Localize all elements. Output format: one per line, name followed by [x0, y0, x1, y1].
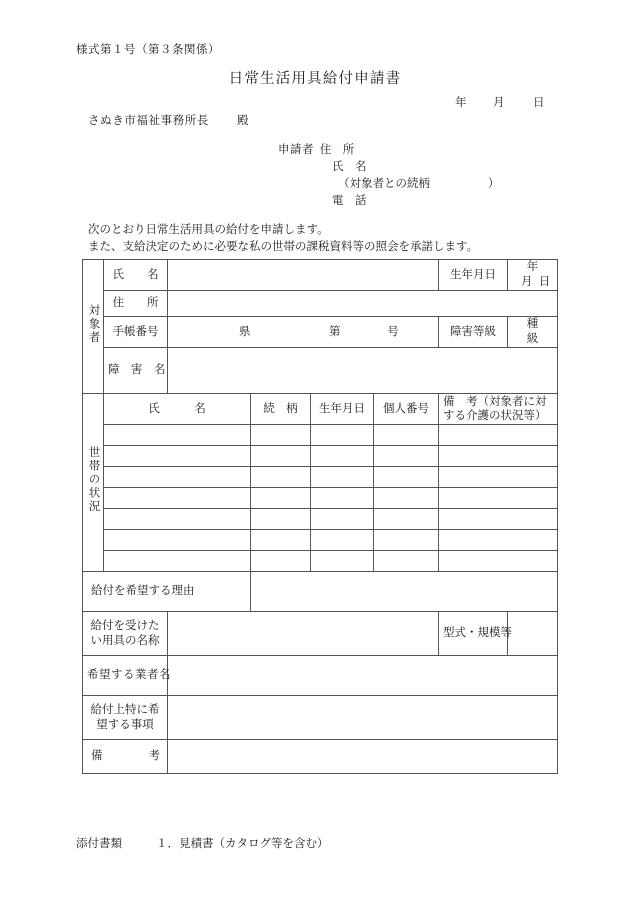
application-table [82, 259, 558, 774]
special-row [83, 696, 558, 740]
household-cell-name[interactable] [104, 446, 251, 467]
household-cell-relation[interactable] [251, 425, 311, 446]
household-cell-remarks[interactable] [439, 467, 558, 488]
addressee [88, 112, 249, 128]
special-value[interactable] [168, 696, 558, 740]
attachment-label: 添付書類 [76, 838, 122, 850]
target-address-row [83, 291, 558, 317]
household-cell-relation[interactable] [251, 509, 311, 530]
household-cell-birth[interactable] [311, 425, 374, 446]
applicant-relation-close: ） [488, 178, 500, 190]
applicant-relation-row [278, 176, 500, 193]
applicant-label: 申請者 [278, 144, 314, 156]
intro-line-2: また、支給決定のために必要な私の世帯の課税資料等の照会を承諾します。 [88, 240, 479, 253]
addressee-name: さぬき市福祉事務所長 [88, 115, 209, 127]
target-name-value[interactable] [168, 260, 439, 291]
applicant-name-label: 氏 名 [332, 161, 367, 173]
target-booklet-label: 手帳番号 [104, 317, 168, 348]
household-cell-relation[interactable] [251, 530, 311, 551]
household-cell-birth[interactable] [311, 446, 374, 467]
target-birth-year: 年 [526, 261, 539, 273]
household-cell-name[interactable] [104, 530, 251, 551]
target-address-label: 住 所 [104, 291, 168, 317]
household-cell-mynumber[interactable] [374, 425, 439, 446]
table-row [83, 509, 558, 530]
table-row [83, 467, 558, 488]
intro-paragraph [88, 222, 478, 255]
applicant-address-label: 住 所 [319, 144, 355, 156]
target-disability-label: 障 害 名 [104, 348, 168, 394]
applicant-phone-row [278, 193, 500, 210]
target-birth-month: 月 [521, 276, 533, 288]
household-cell-birth[interactable] [311, 509, 374, 530]
table-row [83, 488, 558, 509]
reason-label: 給付を希望する理由 [83, 572, 251, 612]
household-cell-relation[interactable] [251, 551, 311, 572]
target-disability-row [83, 348, 558, 394]
target-disability-value[interactable] [168, 348, 558, 394]
grade-class-label: 級 [526, 333, 539, 345]
target-grade-label: 障害等級 [439, 317, 508, 348]
applicant-block [278, 142, 500, 210]
household-cell-mynumber[interactable] [374, 530, 439, 551]
household-cell-remarks[interactable] [439, 509, 558, 530]
addressee-honorific: 殿 [237, 115, 250, 127]
applicant-name-row [278, 159, 500, 176]
household-col-relation: 続 柄 [251, 394, 311, 425]
vendor-row [83, 656, 558, 696]
household-cell-relation[interactable] [251, 488, 311, 509]
household-cell-birth[interactable] [311, 467, 374, 488]
reason-value[interactable] [251, 572, 558, 612]
household-cell-birth[interactable] [311, 488, 374, 509]
booklet-pref-label: 県 [239, 325, 251, 338]
household-cell-mynumber[interactable] [374, 467, 439, 488]
remarks-value[interactable] [168, 740, 558, 774]
date-day-label: 日 [533, 97, 545, 109]
household-cell-mynumber[interactable] [374, 446, 439, 467]
table-row [83, 446, 558, 467]
applicant-phone-label: 電 話 [332, 195, 367, 207]
applicant-address-row [278, 142, 500, 159]
household-col-mynumber: 個人番号 [374, 394, 439, 425]
household-cell-relation[interactable] [251, 467, 311, 488]
remarks-label: 備 考 [83, 740, 168, 774]
booklet-go-label: 号 [387, 325, 399, 338]
model-label: 型式・規模等 [439, 612, 508, 656]
target-booklet-row [83, 317, 558, 348]
household-cell-remarks[interactable] [439, 488, 558, 509]
target-grade-value[interactable] [508, 317, 558, 348]
vendor-label: 希望する業者名 [83, 656, 168, 696]
target-birth-value[interactable] [508, 260, 558, 291]
household-col-birth: 生年月日 [311, 394, 374, 425]
household-header-row [83, 394, 558, 425]
target-birth-day: 日 [538, 276, 551, 288]
reason-row [83, 572, 558, 612]
household-col-name: 氏 名 [104, 394, 251, 425]
table-row [83, 425, 558, 446]
table-row [83, 530, 558, 551]
date-line [455, 94, 545, 110]
target-name-row [83, 260, 558, 291]
household-cell-relation[interactable] [251, 446, 311, 467]
form-number: 様式第１号（第３条関係） [76, 44, 220, 56]
special-label: 給付上特に希望する事項 [83, 696, 168, 740]
target-booklet-value[interactable] [168, 317, 439, 348]
grade-type-label: 種 [526, 318, 539, 330]
household-cell-remarks[interactable] [439, 446, 558, 467]
household-cell-mynumber[interactable] [374, 509, 439, 530]
household-col-remarks: 備 考（対象者に対する介護の状況等） [439, 394, 558, 425]
household-cell-name[interactable] [104, 551, 251, 572]
table-row [83, 551, 558, 572]
household-cell-name[interactable] [104, 488, 251, 509]
household-cell-birth[interactable] [311, 551, 374, 572]
model-value[interactable] [508, 612, 558, 656]
applicant-relation-label: （対象者との続柄 [338, 178, 430, 190]
household-cell-mynumber[interactable] [374, 488, 439, 509]
target-vertical-label: 対象者 [87, 303, 100, 345]
equipment-value[interactable] [168, 612, 439, 656]
attachment-footer [76, 835, 329, 851]
date-year-label: 年 [455, 97, 467, 109]
page-title: 日常生活用具給付申請書 [228, 71, 402, 87]
household-cell-mynumber[interactable] [374, 551, 439, 572]
target-name-label: 氏 名 [104, 260, 168, 291]
date-month-label: 月 [493, 97, 505, 109]
household-cell-remarks[interactable] [439, 551, 558, 572]
booklet-dai-label: 第 [329, 325, 341, 338]
intro-line-1: 次のとおり日常生活用具の給付を申請します。 [88, 224, 329, 236]
target-address-value[interactable] [168, 291, 558, 317]
remarks-row [83, 740, 558, 774]
household-cell-name[interactable] [104, 509, 251, 530]
household-cell-birth[interactable] [311, 530, 374, 551]
vendor-value[interactable] [168, 656, 558, 696]
household-cell-name[interactable] [104, 425, 251, 446]
equipment-label: 給付を受けたい用具の名称 [83, 612, 168, 656]
household-vertical-label-cell [83, 394, 104, 572]
household-cell-remarks[interactable] [439, 425, 558, 446]
attachment-item: １．見積書（カタログ等を含む） [156, 838, 329, 850]
household-cell-name[interactable] [104, 467, 251, 488]
household-cell-remarks[interactable] [439, 530, 558, 551]
target-vertical-label-cell [83, 260, 104, 394]
household-vertical-label: 世帯の状況 [87, 446, 100, 514]
target-birth-label: 生年月日 [439, 260, 508, 291]
equipment-row [83, 612, 558, 656]
